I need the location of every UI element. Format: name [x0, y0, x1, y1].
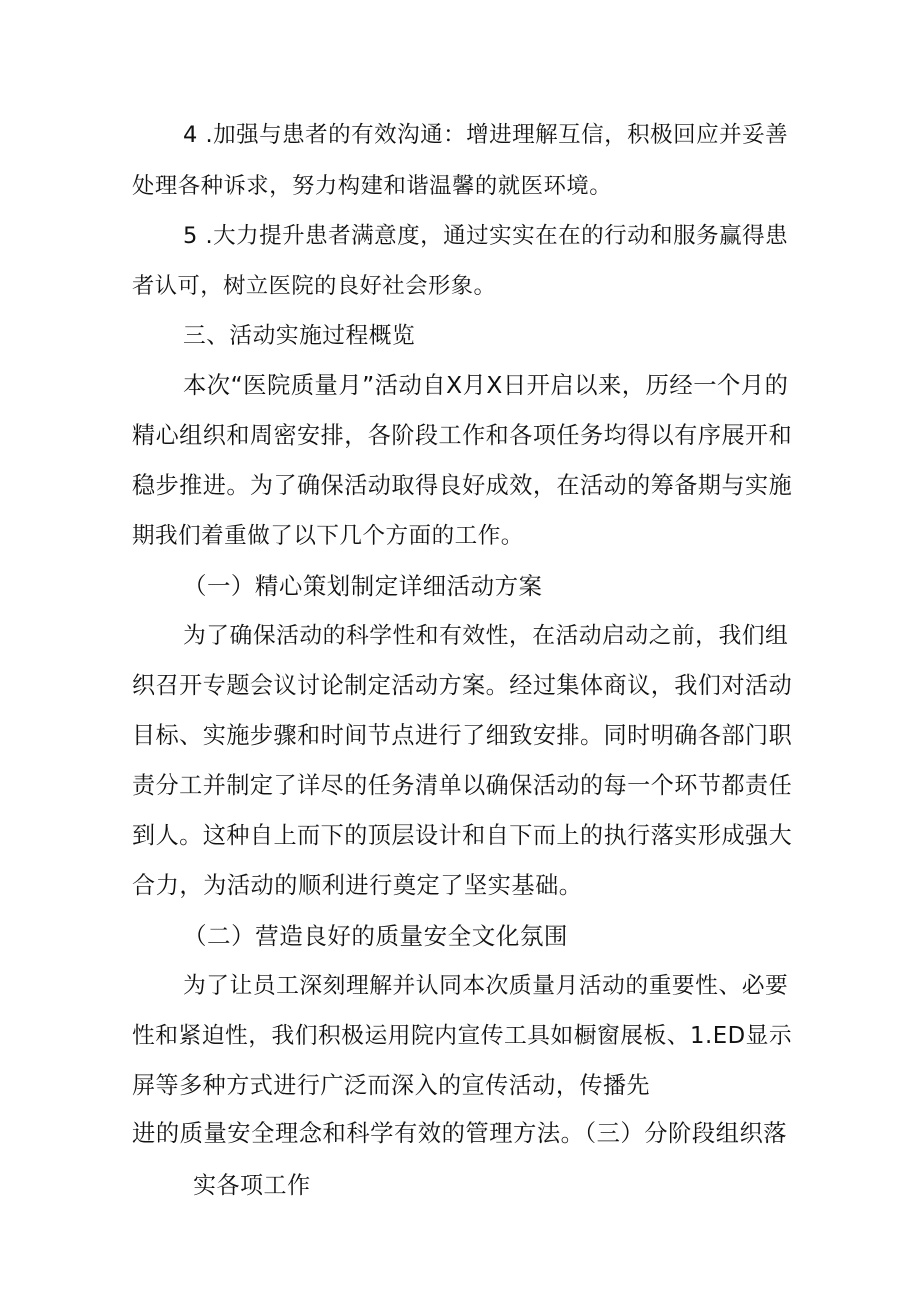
- subsection-heading-3-continued: 实各项工作: [193, 1173, 311, 1199]
- paragraph-line: 织召开专题会议讨论制定活动方案。经过集体商议，我们对活动: [132, 673, 793, 699]
- paragraph-line: 稳步推进。为了确保活动取得良好成效，在活动的筹备期与实施: [132, 473, 793, 499]
- section-heading-3: 三、活动实施过程概览: [183, 323, 416, 349]
- paragraph-line: 合力，为活动的顺利进行奠定了坚实基础。: [132, 872, 583, 899]
- subsection-heading-1: （一）精心策划制定详细活动方案: [183, 572, 543, 600]
- list-item-4-line-2: 处理各种诉求，努力构建和谐温馨的就医环境。: [132, 173, 613, 199]
- paragraph-line: 性和紧迫性，我们积极运用院内宣传工具如橱窗展板、1.ED显示: [132, 1023, 793, 1049]
- paragraph-line: 期我们着重做了以下几个方面的工作。: [132, 523, 524, 549]
- paragraph-line: 本次“医院质量月”活动自X月X日开启以来，历经一个月的: [183, 372, 789, 399]
- list-item-4-line-1: 4 .加强与患者的有效沟通：增进理解互信，积极回应并妥善: [183, 122, 789, 148]
- paragraph-line: 精心组织和周密安排，各阶段工作和各项任务均得以有序展开和: [132, 423, 793, 449]
- paragraph-line: 屏等多种方式进行广泛而深入的宣传活动，传播先: [132, 1073, 651, 1099]
- list-item-5-line-2: 者认可，树立医院的良好社会形象。: [132, 273, 497, 299]
- paragraph-line: 目标、实施步骤和时间节点进行了细致安排。同时明确各部门职: [132, 723, 793, 749]
- list-item-5-line-1: 5 .大力提升患者满意度，通过实实在在的行动和服务赢得患: [183, 223, 789, 249]
- paragraph-line: 责分工并制定了详尽的任务清单以确保活动的每一个环节都责任: [132, 773, 793, 799]
- subsection-heading-2: （二）营造良好的质量安全文化氛围: [183, 922, 568, 950]
- paragraph-line: 为了让员工深刻理解并认同本次质量月活动的重要性、必要: [183, 973, 789, 999]
- paragraph-line: 为了确保活动的科学性和有效性，在活动启动之前，我们组: [183, 623, 789, 649]
- paragraph-line: 到人。这种自上而下的顶层设计和自下而上的执行落实形成强大: [132, 823, 793, 849]
- paragraph-line: 进的质量安全理念和科学有效的管理方法。（三）分阶段组织落: [132, 1120, 788, 1147]
